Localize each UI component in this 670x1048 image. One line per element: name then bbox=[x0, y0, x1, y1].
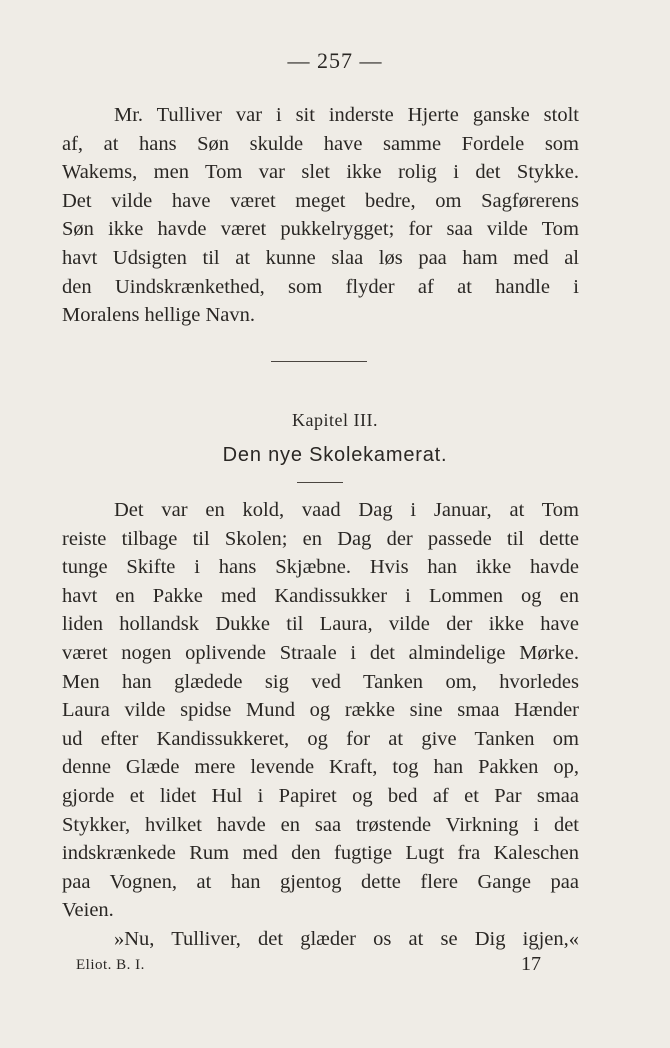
text-line: været nogen oplivende Straale i det almindelige Mørke. bbox=[62, 641, 579, 664]
paragraph-1 bbox=[62, 101, 579, 330]
text-line: Wakems, men Tom var slet ikke rolig i det Stykke. bbox=[62, 161, 579, 184]
text-line: Det vilde have været meget bedre, om Sagførerens bbox=[62, 189, 579, 212]
page-number: — 257 — bbox=[287, 48, 383, 73]
text-line: paa Vognen, at han gjentog dette flere Gange paa bbox=[62, 870, 579, 893]
chapter-title: Den nye Skolekamerat. bbox=[222, 444, 448, 466]
text-line: den Uindskrænkethed, som flyder af at handle i bbox=[62, 275, 579, 298]
text-line: liden hollandsk Dukke til Laura, vilde der ikke have bbox=[62, 613, 579, 636]
text-line: denne Glæde mere levende Kraft, tog han Pakken op, bbox=[62, 756, 579, 779]
text-line: tunge Skifte i hans Skjæbne. Hvis han ikke havde bbox=[62, 556, 579, 579]
text-line: Veien. bbox=[62, 899, 114, 922]
text-line: Men han glædede sig ved Tanken om, hvorledes bbox=[62, 670, 579, 693]
text-line: Mr. Tulliver var i sit inderste Hjerte ganske stolt bbox=[114, 104, 579, 126]
text-line: havt Udsigten til at kunne slaa løs paa ham med al bbox=[62, 246, 579, 269]
printer-signature: Eliot. B. I. bbox=[76, 957, 145, 973]
chapter-label: Kapitel III. bbox=[292, 410, 378, 430]
text-line: reiste tilbage til Skolen; en Dag der passede til dette bbox=[62, 527, 579, 550]
text-line: Moralens hellige Navn. bbox=[62, 304, 255, 327]
text-line: havt en Pakke med Kandissukker i Lommen og en bbox=[62, 584, 579, 607]
sheet-number: 17 bbox=[521, 953, 541, 975]
text-line: af, at hans Søn skulde have samme Fordele som bbox=[62, 132, 579, 155]
text-line: ud efter Kandissukkeret, og for at give Tanken om bbox=[62, 727, 579, 750]
text-line: indskrænkede Rum med den fugtige Lugt fra Kaleschen bbox=[62, 842, 579, 865]
text-line: »Nu, Tulliver, det glæder os at se Dig igjen,« bbox=[114, 928, 579, 950]
title-divider bbox=[297, 482, 343, 483]
paragraph-2 bbox=[62, 496, 579, 925]
text-line: Det var en kold, vaad Dag i Januar, at Tom bbox=[114, 499, 579, 521]
paragraph-3 bbox=[62, 925, 579, 954]
text-line: Søn ikke havde været pukkelrygget; for saa vilde Tom bbox=[62, 218, 579, 241]
text-line: Laura vilde spidse Mund og række sine smaa Hænder bbox=[62, 699, 579, 722]
text-line: Stykker, hvilket havde en saa trøstende Virkning i det bbox=[62, 813, 579, 836]
text-line: gjorde et lidet Hul i Papiret og bed af et Par smaa bbox=[62, 784, 579, 807]
section-divider bbox=[271, 361, 367, 362]
